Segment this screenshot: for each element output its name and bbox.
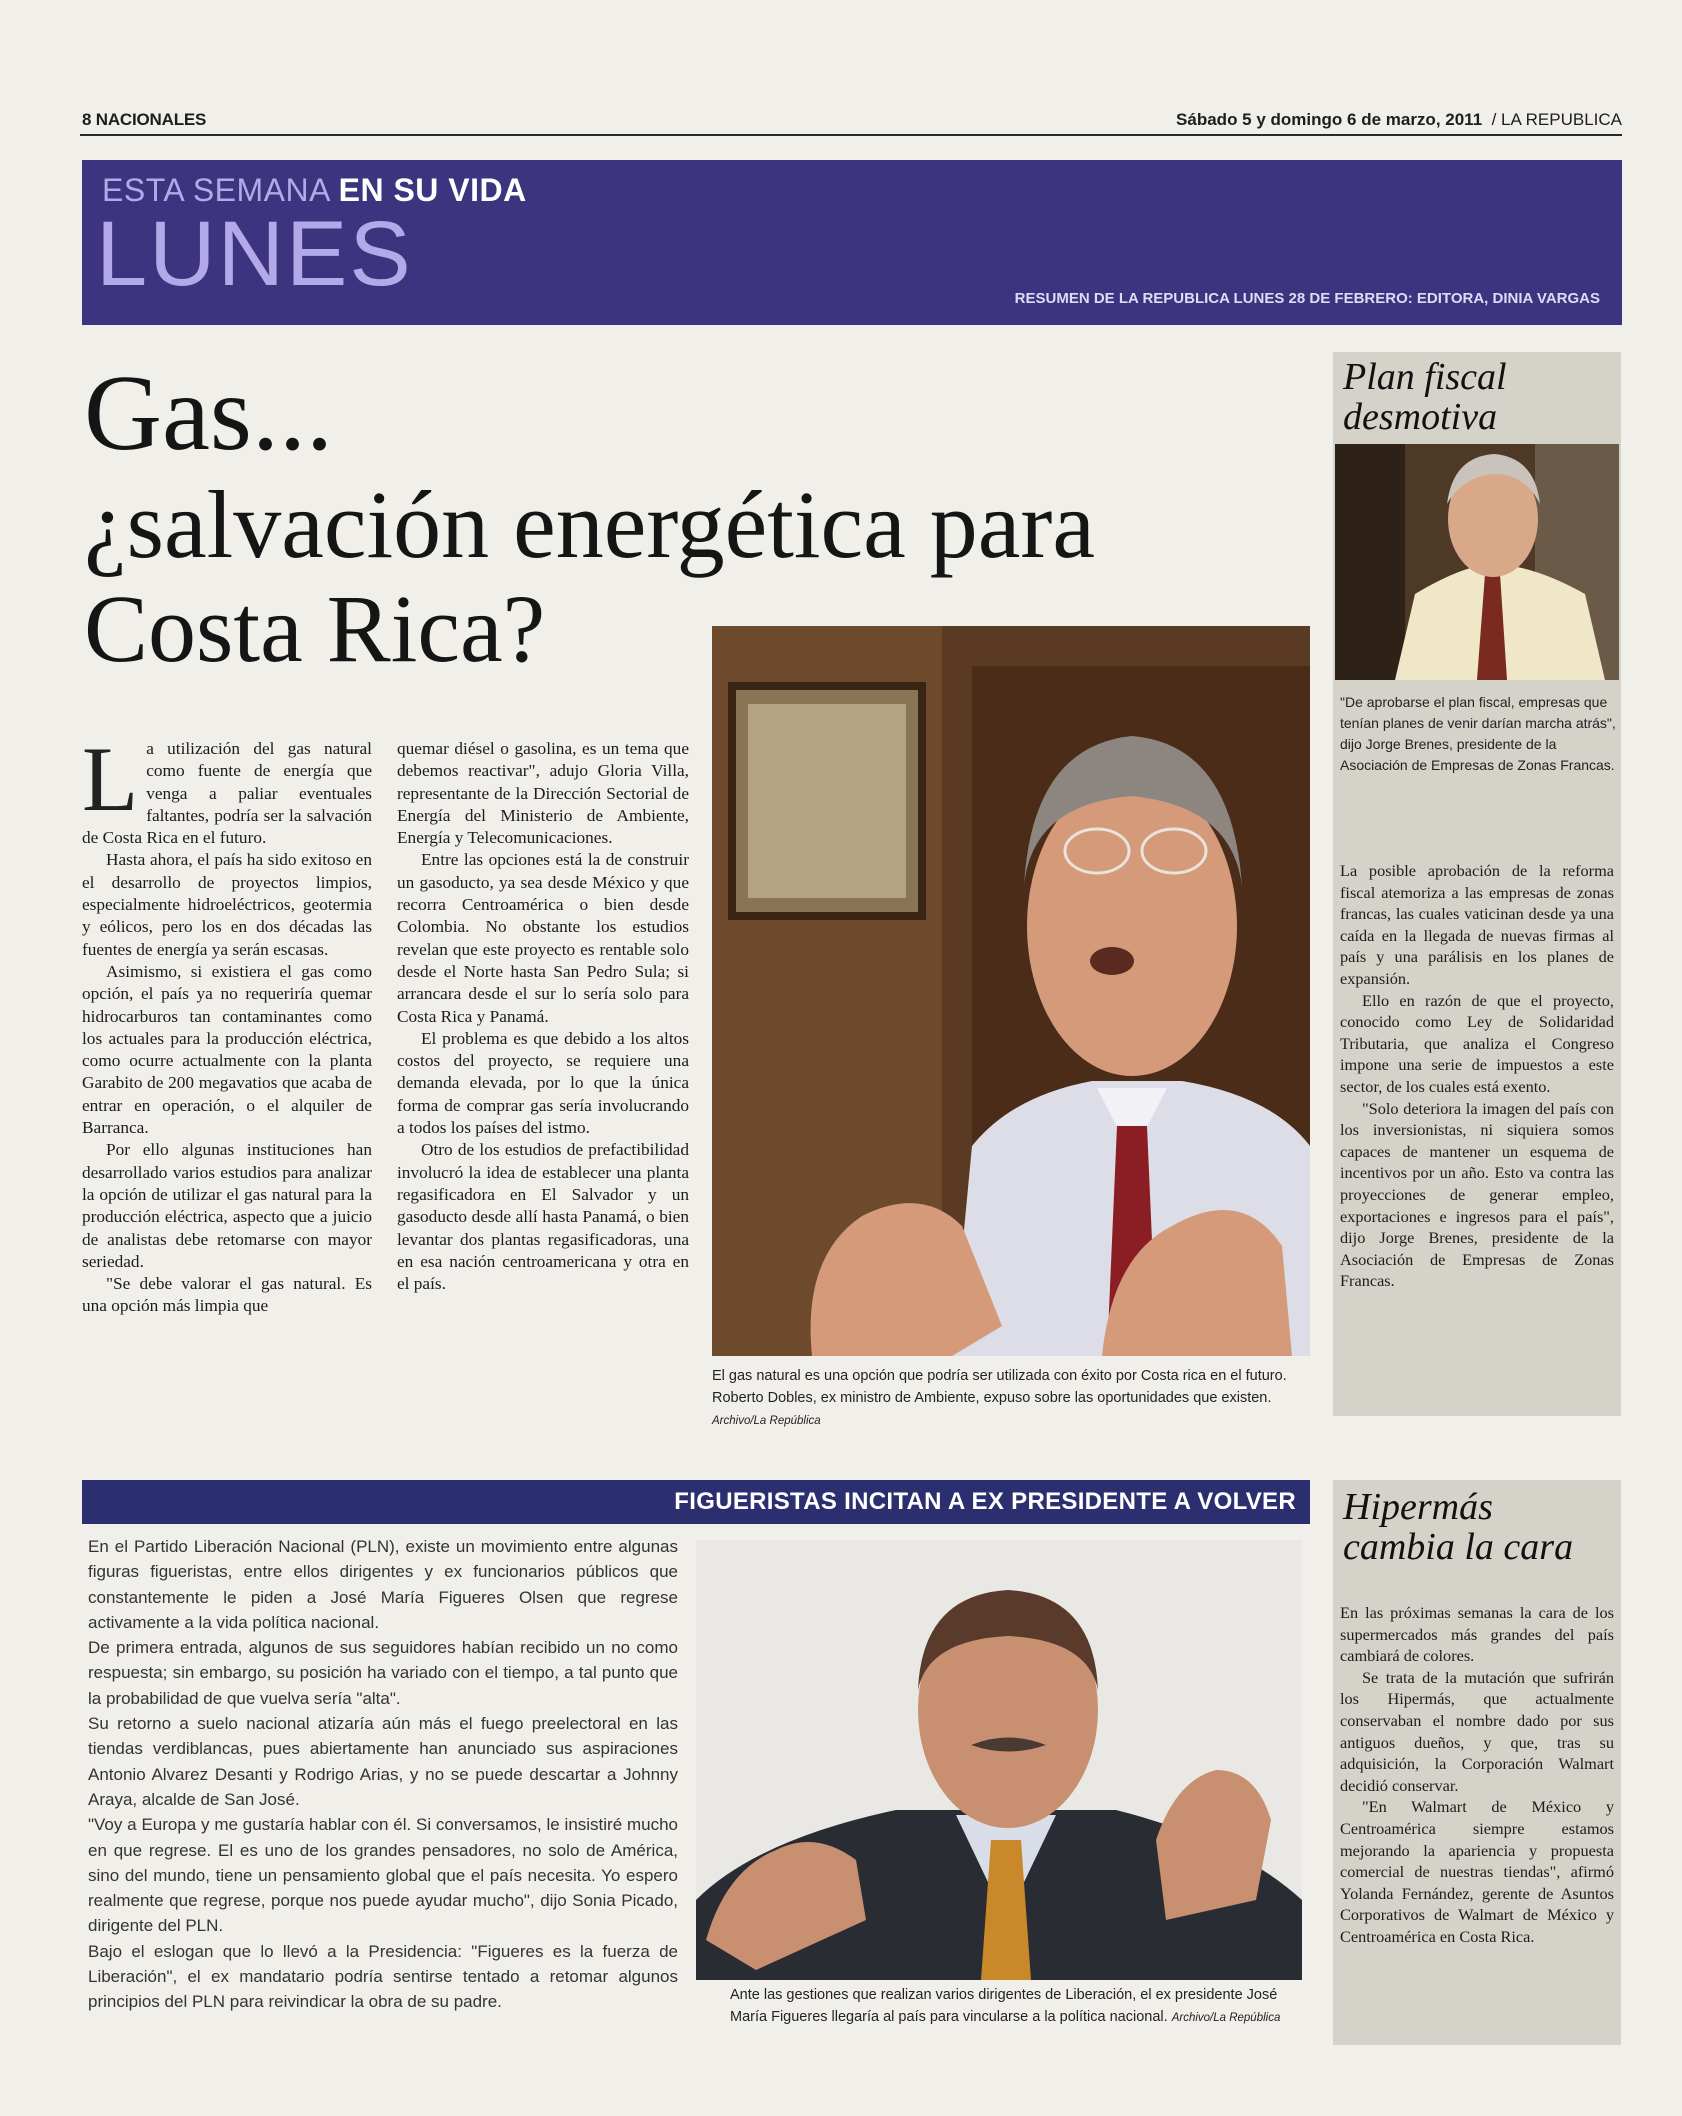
publication-name: / LA REPUBLICA	[1491, 110, 1622, 129]
paragraph: Se trata de la mutación que sufrirán los Hipermás, que actualmente conservaban el nombre dado por sus antiguos dueños, y que, tras su adquisición, la Corporación Walmart decidió conservar.	[1340, 1667, 1614, 1795]
drop-cap: L	[82, 728, 139, 830]
photo-credit: Archivo/La República	[1171, 2012, 1281, 2024]
title-line-2: desmotiva	[1343, 395, 1498, 438]
main-story-photo	[712, 626, 1310, 1356]
header-rule	[80, 134, 1622, 136]
main-story-column-2	[397, 738, 689, 1295]
main-story-column-1	[82, 728, 372, 1318]
paragraph: Asimismo, si existiera el gas como opción, el país ya no requeriría quemar hidrocarburos tan contaminantes como los actuales para la producción eléctrica, como ocurre actualmente con la planta Garabito de 200 megavatios que acaba de entrar en operación, o el alquiler de Barranca.	[82, 961, 372, 1138]
title-line-1: Hipermás	[1343, 1486, 1493, 1528]
figueres-photo-caption	[730, 1984, 1306, 2029]
sidebar-plan-fiscal	[1333, 352, 1621, 1416]
paragraph: "Solo deteriora la imagen del país con los inversionistas, ni siquiera somos capaces de mantener un esquema de incentivos por un año. Esto va contra las proyecciones de generar empleo, exportaciones e ingresos para el país", dijo Jorge Brenes, presidente de la Asociación de Empresas de Zonas Francas.	[1340, 1098, 1614, 1291]
issue-date	[1176, 110, 1622, 130]
figueristas-body	[88, 1534, 678, 2015]
paragraph: quemar diésel o gasolina, es un tema que debemos reactivar", adujo Gloria Villa, representante de la Dirección Sectorial de Energía del Ministerio de Ambiente, Energía y Telecomunicaciones.	[397, 739, 689, 848]
paragraph: Su retorno a suelo nacional atizaría aún más el fuego preelectoral en las tiendas verdiblancas, pues abiertamente han anunciado sus aspiraciones Antonio Alvarez Desanti y Rodrigo Arias, y no se puede descartar a Johnny Araya, alcalde de San José.	[88, 1714, 678, 1809]
title-line-1: Plan fiscal	[1343, 356, 1507, 398]
banner-day: LUNES	[96, 203, 413, 305]
paragraph: Otro de los estudios de prefactibilidad involucró la idea de establecer una planta regasificadora en El Salvador y un gasoducto desde allí hasta Panamá, o bien levantar dos plantas regasificadoras, una en esa nación centroamericana y otra en el país.	[397, 1140, 689, 1294]
main-photo-caption	[712, 1365, 1312, 1432]
title-line-2: cambia la cara	[1343, 1525, 1574, 1568]
kicker-light: ESTA SEMANA	[102, 172, 330, 208]
paragraph-text: a utilización del gas natural como fuente de energía que venga a paliar eventuales faltantes, podría ser la salvación de Costa Rica en el futuro.	[82, 739, 372, 848]
headline-line-3: Costa Rica?	[84, 575, 546, 683]
section-label: 8 NACIONALES	[82, 110, 207, 129]
figueristas-banner	[82, 1480, 1310, 1524]
paragraph: "Se debe valorar el gas natural. Es una opción más limpia que	[82, 1274, 372, 1316]
date-text: Sábado 5 y domingo 6 de marzo, 2011	[1176, 110, 1483, 129]
paragraph: "Voy a Europa y me gustaría hablar con él. Si conversamos, le insistiré mucho en que regrese. El es uno de los grandes pensadores, no solo de América, sino del mundo, tiene un pensamiento global que el país necesita. Yo espero realmente que regrese, porque nos puede ayudar mucho", dijo Sonia Picado, dirigente del PLN.	[88, 1815, 678, 1936]
sidebar-title	[1343, 1488, 1573, 1568]
photo-credit: Archivo/La República	[712, 1415, 821, 1427]
paragraph: De primera entrada, algunos de sus seguidores habían recibido un no como respuesta; sin embargo, su posición ha variado con el tiempo, a tal punto que la probabilidad de que vuelva sería "alta".	[88, 1638, 678, 1708]
sidebar-body	[1340, 1602, 1614, 1948]
headline-line-1: Gas...	[84, 354, 333, 473]
sidebar-body	[1340, 860, 1614, 1292]
paragraph: Bajo el eslogan que lo llevó a la Presidencia: "Figueres es la fuerza de Liberación", el ex mandatario podría sentirse tentado a retomar algunos principios del PLN para reivindicar la obra de su padre.	[88, 1941, 678, 2012]
sidebar-photo-caption: "De aprobarse el plan fiscal, empresas que tenían planes de venir darían marcha atrás", dijo Jorge Brenes, presidente de la Asociación de Empresas de Zonas Francas.	[1340, 694, 1616, 773]
paragraph: En las próximas semanas la cara de los supermercados más grandes del país cambiará de colores.	[1340, 1603, 1614, 1666]
caption-text: El gas natural es una opción que podría ser utilizada con éxito por Costa rica en el futuro. Roberto Dobles, ex ministro de Ambiente, expuso sobre las oportunidades que existen.	[712, 1368, 1287, 1406]
paragraph: El problema es que debido a los altos costos del proyecto, se requiere una demanda elevada, por lo que la única forma de comprar gas sería involucrando a todos los países del istmo.	[397, 1028, 689, 1138]
figueristas-title: FIGUERISTAS INCITAN A EX PRESIDENTE A VOLVER	[674, 1488, 1296, 1515]
sidebar-photo	[1335, 444, 1619, 680]
paragraph	[82, 728, 372, 849]
sidebar-hipermas	[1333, 1480, 1621, 2045]
paragraph: En el Partido Liberación Nacional (PLN), existe un movimiento entre algunas figuras figueristas, entre ellos dirigentes y ex funcionarios públicos que constantemente le piden a José María Figueres Olsen que regrese activamente a la vida política nacional.	[88, 1537, 678, 1632]
paragraph: Entre las opciones está la de construir un gasoducto, ya sea desde México y que recorra Centroamérica o bien desde Colombia. No obstante los estudios revelan que este proyecto es rentable solo desde el Norte hasta San Pedro Sula; si arrancara desde el sur lo sería solo para Costa Rica y Panamá.	[397, 850, 689, 1026]
paragraph: Ello en razón de que el proyecto, conocido como Ley de Solidaridad Tributaria, que analiza el Congreso impone una serie de impuestos a este sector, de los cuales está exento.	[1340, 990, 1614, 1096]
figueres-photo	[696, 1540, 1302, 1980]
paragraph: Por ello algunas instituciones han desarrollado varios estudios para analizar la opción de utilizar el gas natural para la producción eléctrica, aspecto que a juicio de analistas debe retomarse con mayor seriedad.	[82, 1140, 372, 1271]
banner-summary: RESUMEN DE LA REPUBLICA LUNES 28 DE FEBRERO: EDITORA, DINIA VARGAS	[1014, 290, 1600, 307]
kicker-bold: EN SU VIDA	[338, 172, 527, 208]
paragraph: La posible aprobación de la reforma fiscal atemoriza a las empresas de zonas francas, las cuales vaticinan desde ya una caída en la llegada de nuevas firmas al país y una parálisis en los planes de expansión.	[1340, 861, 1614, 988]
paragraph: "En Walmart de México y Centroamérica siempre estamos mejorando la apariencia y propuesta comercial de nuestras tiendas", afirmó Yolanda Fernández, gerente de Asuntos Corporativos de Walmart de México y Centroamérica en Costa Rica.	[1340, 1797, 1614, 1946]
week-banner	[82, 160, 1622, 325]
caption-text: Ante las gestiones que realizan varios dirigentes de Liberación, el ex presidente José María Figueres llegaría al país para vincularse a la política nacional.	[730, 1987, 1278, 2025]
sidebar-title	[1343, 358, 1507, 438]
headline-line-2: ¿salvación energética para	[84, 470, 1095, 578]
paragraph: Hasta ahora, el país ha sido exitoso en el desarrollo de proyectos limpios, especialmente hidroeléctricos, geotermia y eólicos, pero los en dos décadas las fuentes de energía ya serán escasas.	[82, 850, 372, 959]
